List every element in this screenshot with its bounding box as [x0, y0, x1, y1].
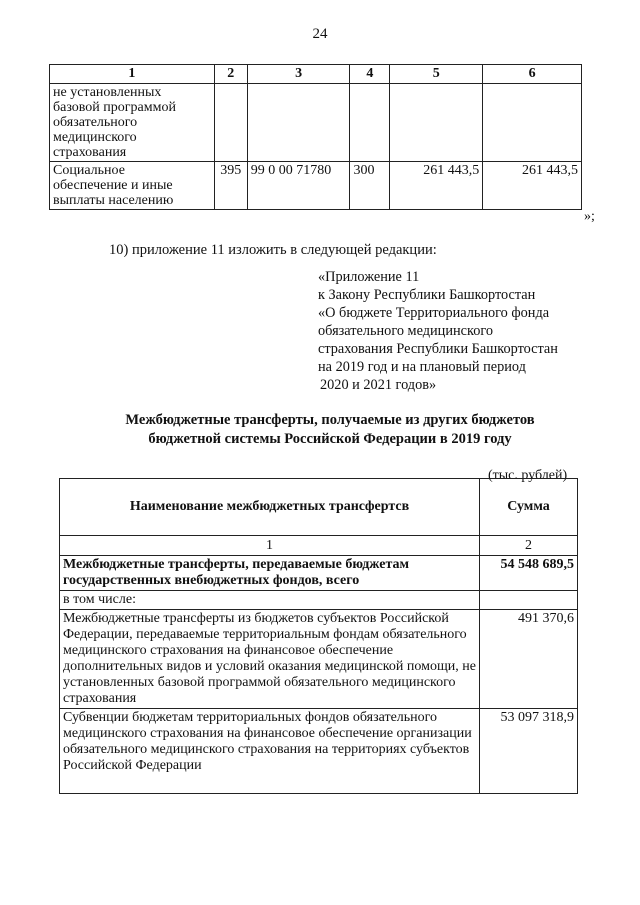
column-header: 1 [50, 65, 215, 84]
appendix-line: страхования Республики Башкортостан [318, 341, 558, 357]
cell-line: выплаты населению [53, 193, 174, 208]
cell-c5 [390, 84, 483, 162]
total-sum: 54 548 689,5 [480, 556, 578, 591]
cell-c4 [350, 84, 390, 162]
cell-c6 [483, 84, 582, 162]
appendix-line: обязательного медицинского [318, 323, 493, 339]
table-row [50, 162, 582, 210]
table-header-row [50, 65, 582, 84]
total-name: Межбюджетные трансферты, передаваемые бюджетам государственных внебюджетных фондов, всего [60, 556, 480, 591]
cell-line: страхования [53, 145, 127, 160]
row-sum: 491 370,6 [480, 610, 578, 709]
column-number-row [60, 536, 578, 556]
cell-c6: 261 443,5 [483, 162, 582, 210]
cell-line: обязательного [53, 115, 138, 130]
table-row [50, 84, 582, 162]
cell-c5: 261 443,5 [390, 162, 483, 210]
cell-line: базовой программой [53, 100, 176, 115]
column-number: 2 [480, 536, 578, 556]
cell-line: Социальное [53, 163, 125, 178]
appendix-line: на 2019 год и на плановый период [318, 359, 526, 375]
table-row [60, 709, 578, 794]
total-row [60, 556, 578, 591]
row-name-cell [50, 162, 215, 210]
cell-c3 [247, 84, 350, 162]
cell-line: не установленных [53, 85, 162, 100]
heading-line: Межбюджетные трансферты, получаемые из других бюджетов [125, 412, 535, 428]
name-column-header: Наименование межбюджетных трансфертсв [60, 479, 480, 536]
column-header: 4 [350, 65, 390, 84]
page-number: 24 [312, 26, 328, 42]
column-header: 6 [483, 65, 582, 84]
appendix-line: «О бюджете Территориального фонда [318, 305, 550, 321]
transfers-table [59, 478, 578, 794]
row-sum: 53 097 318,9 [480, 709, 578, 794]
column-header: 5 [390, 65, 483, 84]
appendix-reference [318, 268, 588, 394]
subheading-row [60, 591, 578, 610]
column-header: 3 [247, 65, 350, 84]
column-header: 2 [214, 65, 247, 84]
cell-c2: 395 [214, 162, 247, 210]
row-name: Субвенции бюджетам территориальных фондов обязательного медицинского страхования на финансовое обеспечение организации обязательного медицинского страхования на территориях субъектов Российской Федерации [60, 709, 480, 794]
document-heading [60, 411, 600, 449]
column-number: 1 [60, 536, 480, 556]
empty-cell [480, 591, 578, 610]
sum-column-header: Сумма [480, 479, 578, 536]
cell-c3: 99 0 00 71780 [247, 162, 350, 210]
row-name-cell [50, 84, 215, 162]
row-name: Межбюджетные трансферты из бюджетов субъектов Российской Федерации, передаваемые территориальным фондам обязательного медицинского страхования на финансовое обеспечение дополнительных видов и условий оказания медицинской помощи, не установленных базовой программой обязательного медицинского страхования [60, 610, 480, 709]
appendix-line: к Закону Республики Башкортостан [318, 287, 536, 303]
closing-mark: »; [584, 209, 595, 224]
table-row [60, 610, 578, 709]
in-that-number-label: в том числе: [60, 591, 480, 610]
appendix-line: 2020 и 2021 годов» [320, 377, 437, 393]
units-label: (тыс. рублей) [488, 468, 568, 483]
cell-line: медицинского [53, 130, 137, 145]
continuation-table [49, 64, 582, 210]
amendment-item: 10) приложение 11 изложить в следующей редакции: [109, 242, 437, 258]
cell-c2 [214, 84, 247, 162]
heading-line: бюджетной системы Российской Федерации в 2019 году [148, 431, 512, 447]
table-header-row [60, 479, 578, 536]
cell-line: обеспечение и иные [53, 178, 173, 193]
appendix-line: «Приложение 11 [318, 269, 420, 285]
cell-c4: 300 [350, 162, 390, 210]
